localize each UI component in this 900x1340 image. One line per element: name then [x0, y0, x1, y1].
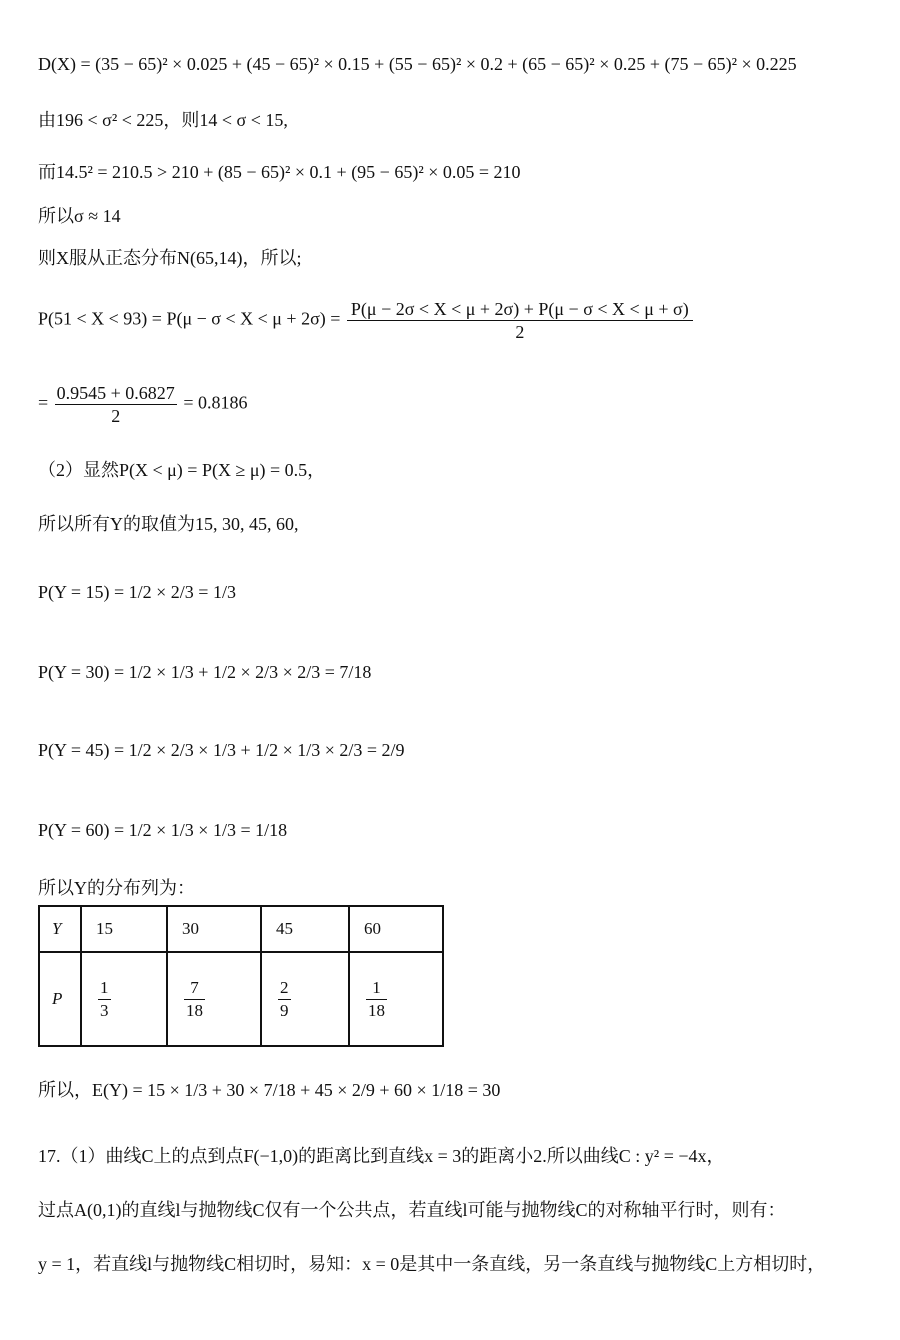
- prob-fraction-numerator: P(μ − 2σ < X < μ + 2σ) + P(μ − σ < X < μ + σ): [347, 298, 693, 321]
- table-head-y: Y: [39, 906, 81, 952]
- result-fraction: [55, 382, 177, 427]
- table-prob-cell: [349, 952, 443, 1046]
- distribution-table: [38, 905, 444, 1047]
- sigma-range: 由196 < σ² < 225，则14 < σ < 15,: [38, 110, 288, 130]
- prob-lhs: P(51 < X < 93) = P(μ − σ < X < μ + 2σ) =: [38, 308, 341, 329]
- table-row-values: [39, 906, 443, 952]
- table-head-p: P: [39, 952, 81, 1046]
- part2-statement: （2）显然P(X < μ) = P(X ≥ μ) = 0.5，: [38, 460, 326, 480]
- table-value-cell: 30: [167, 906, 261, 952]
- table-prob-cell: [81, 952, 167, 1046]
- table-value-cell: 45: [261, 906, 349, 952]
- q17-part1-line3: y = 1，若直线l与抛物线C相切时，易知：x = 0是其中一条直线，另一条直线与抛物线C上方相切时，: [38, 1254, 826, 1274]
- table-prob-fraction: [184, 977, 205, 1022]
- expectation-formula: 所以，E(Y) = 15 × 1/3 + 30 × 7/18 + 45 × 2/9 + 60 × 1/18 = 30: [38, 1080, 501, 1100]
- table-prob-cell: [261, 952, 349, 1046]
- table-value-cell: 60: [349, 906, 443, 952]
- result-value: = 0.8186: [183, 392, 248, 413]
- fraction-numerator: 1: [98, 977, 111, 1000]
- table-intro: 所以Y的分布列为：: [38, 878, 195, 898]
- sigma-check: 而14.5² = 210.5 > 210 + (85 − 65)² × 0.1 + (95 − 65)² × 0.05 = 210: [38, 162, 521, 182]
- probability-result: [38, 382, 247, 427]
- fraction-numerator: 2: [278, 977, 291, 1000]
- fraction-denominator: 9: [280, 1000, 289, 1020]
- q17-part1-line2: 过点A(0,1)的直线l与抛物线C仅有一个公共点，若直线l可能与抛物线C的对称轴平行时，则有：: [38, 1200, 786, 1220]
- table-prob-cell: [167, 952, 261, 1046]
- result-fraction-denominator: 2: [111, 406, 121, 426]
- probability-interval-equation: [38, 298, 695, 343]
- prob-y30: P(Y = 30) = 1/2 × 1/3 + 1/2 × 2/3 × 2/3 = 7/18: [38, 662, 372, 682]
- prob-fraction: [347, 298, 693, 343]
- y-values-statement: 所以所有Y的取值为15, 30, 45, 60,: [38, 514, 299, 534]
- table-prob-fraction: [278, 977, 291, 1022]
- q17-part1-line1: 17.（1）曲线C上的点到点F(−1,0)的距离比到直线x = 3的距离小2.所以曲线C : y² = −4x，: [38, 1146, 725, 1166]
- table-row-probs: [39, 952, 443, 1046]
- result-equals: =: [38, 392, 49, 413]
- fraction-numerator: 1: [366, 977, 387, 1000]
- fraction-denominator: 18: [186, 1000, 203, 1020]
- prob-y15: P(Y = 15) = 1/2 × 2/3 = 1/3: [38, 582, 236, 602]
- sigma-approx: 所以σ ≈ 14: [38, 206, 121, 226]
- prob-fraction-denominator: 2: [515, 322, 525, 342]
- table-prob-fraction: [366, 977, 387, 1022]
- fraction-denominator: 3: [100, 1000, 109, 1020]
- prob-y60: P(Y = 60) = 1/2 × 1/3 × 1/3 = 1/18: [38, 820, 288, 840]
- table-prob-fraction: [98, 977, 111, 1022]
- fraction-denominator: 18: [368, 1000, 385, 1020]
- result-fraction-numerator: 0.9545 + 0.6827: [56, 383, 175, 403]
- fraction-numerator: 7: [184, 977, 205, 1000]
- variance-formula: D(X) = (35 − 65)² × 0.025 + (45 − 65)² × 0.15 + (55 − 65)² × 0.2 + (65 − 65)² × 0.25 + (75 − 65)² × 0.225: [38, 54, 797, 74]
- table-value-cell: 15: [81, 906, 167, 952]
- prob-y45: P(Y = 45) = 1/2 × 2/3 × 1/3 + 1/2 × 1/3 × 2/3 = 2/9: [38, 740, 405, 760]
- normal-distribution-statement: 则X服从正态分布N(65,14)，所以;: [38, 248, 302, 268]
